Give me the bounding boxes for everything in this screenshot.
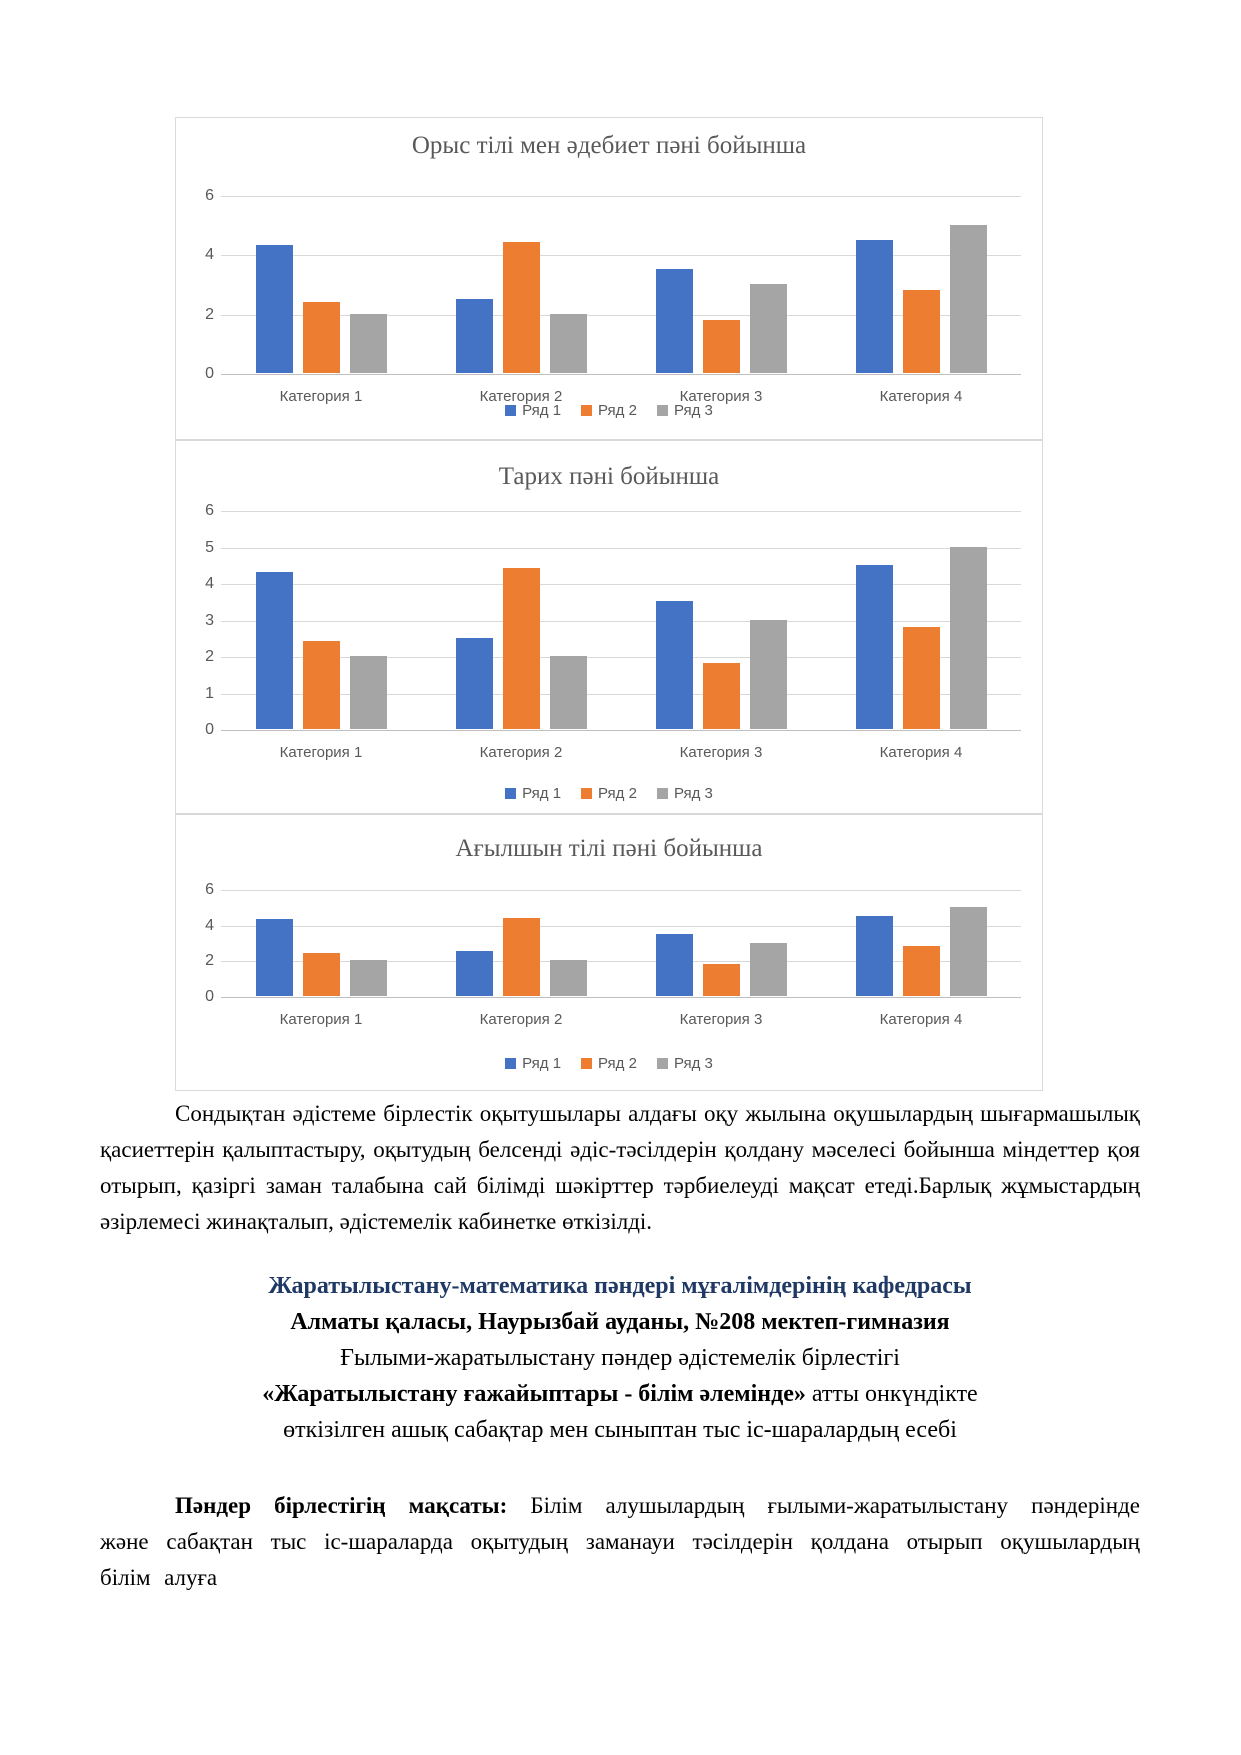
legend-item: [657, 402, 713, 419]
chart-legend: [176, 1055, 1042, 1072]
bar: [350, 314, 387, 373]
gridline: [221, 890, 1021, 891]
x-axis-category-label: Категория 1: [279, 1011, 363, 1028]
chart-russian-language: [175, 117, 1043, 440]
x-axis-category-label: Категория 2: [479, 1011, 563, 1028]
bar: [750, 620, 787, 730]
x-axis-category-label: Категория 3: [679, 1011, 763, 1028]
bar: [856, 240, 893, 374]
bar: [503, 568, 540, 729]
legend-label: Ряд 2: [598, 402, 637, 419]
y-axis-tick-label: 4: [205, 575, 214, 592]
x-axis-category-label: Категория 1: [279, 744, 363, 761]
legend-item: [581, 1055, 637, 1072]
legend-swatch: [505, 405, 516, 416]
legend-swatch: [657, 788, 668, 799]
x-axis-category-label: Категория 4: [879, 744, 963, 761]
goal-label: Пәндер бірлестігің мақсаты:: [175, 1493, 508, 1518]
report-heading-block: [100, 1268, 1140, 1448]
legend-label: Ряд 1: [522, 1055, 562, 1072]
bar: [550, 960, 587, 996]
bar: [750, 284, 787, 373]
heading-association: Ғылыми-жаратылыстану пәндер әдістемелік бірлестігі: [340, 1345, 900, 1371]
heading-event-title-bold: «Жаратылыстану ғажайыптары - білім әлемінде»: [262, 1381, 806, 1407]
legend-swatch: [581, 788, 592, 799]
gridline: [221, 997, 1021, 998]
bar: [856, 916, 893, 996]
legend-item: [581, 402, 637, 419]
y-axis-tick-label: 2: [205, 305, 214, 323]
bar: [750, 943, 787, 997]
y-axis-tick-label: 4: [205, 916, 214, 934]
legend-swatch: [581, 1058, 592, 1069]
legend-swatch: [581, 405, 592, 416]
gridline: [221, 657, 1021, 658]
legend-label: Ряд 3: [673, 785, 713, 802]
bar: [703, 964, 740, 996]
bar: [350, 656, 387, 729]
bar: [950, 907, 987, 996]
y-axis-tick-label: 2: [205, 648, 214, 665]
legend-label: Ряд 3: [673, 402, 713, 419]
chart-history: [175, 440, 1043, 814]
plot-area: [221, 890, 1021, 997]
paragraph-association-goal: [100, 1488, 1140, 1596]
bar: [350, 960, 387, 996]
gridline: [221, 255, 1021, 256]
y-axis-tick-label: 1: [205, 684, 214, 702]
bar: [550, 314, 587, 373]
legend-label: Ряд 2: [598, 785, 637, 802]
y-axis-tick-label: 0: [205, 365, 214, 382]
legend-item: [505, 1055, 561, 1072]
gridline: [221, 511, 1021, 512]
plot-area: [221, 196, 1021, 374]
gridline: [221, 730, 1021, 731]
paragraph-text: Сондықтан әдістеме бірлестік оқытушылары алдағы оқу жылына оқушылардың шығармашылық қасиеттерін қалыптастыру, оқытудың белсенді әдіс-тәсілдерін қолдану мәселесі бойынша міндеттер қоя отырып, қазіргі заман талабына сай білімді шәкірттер тәрбиелеуді мақсат етеді.Барлық жұмыстардың әзірлемесі жинақталып, әдістемелік кабинетке өткізілді.: [100, 1101, 1140, 1234]
heading-school: Алматы қаласы, Наурызбай ауданы, №208 мектеп-гимназия: [290, 1309, 950, 1335]
bar: [256, 245, 293, 373]
y-axis-tick-label: 4: [205, 246, 214, 264]
bar: [703, 663, 740, 729]
x-axis-category-label: Категория 2: [479, 744, 563, 761]
legend-item: [505, 785, 561, 802]
chart-title: Ағылшын тілі пәні бойынша: [455, 835, 763, 862]
y-axis-tick-label: 6: [205, 881, 214, 898]
gridline: [221, 961, 1021, 962]
gridline: [221, 315, 1021, 316]
paragraph-methodical-summary: [100, 1096, 1140, 1240]
chart-legend: [176, 402, 1042, 419]
x-axis-category-label: Категория 3: [679, 744, 763, 761]
gridline: [221, 584, 1021, 585]
legend-swatch: [657, 405, 668, 416]
legend-label: Ряд 3: [673, 1055, 713, 1072]
gridline: [221, 196, 1021, 197]
y-axis-tick-label: 0: [205, 721, 214, 738]
heading-event-title-rest: атты онкүндікте: [805, 1381, 978, 1407]
bar: [256, 572, 293, 729]
x-axis-category-label: Категория 1: [279, 388, 363, 405]
legend-label: Ряд 1: [522, 785, 562, 802]
gridline: [221, 374, 1021, 375]
gridline: [221, 694, 1021, 695]
heading-report-subject: өткізілген ашық сабақтар мен сыныптан тыс іс-шаралардың есебі: [283, 1417, 957, 1443]
bar: [303, 953, 340, 996]
chart-title: Орыс тілі мен әдебиет пәні бойынша: [411, 132, 807, 159]
x-axis-category-label: Категория 3: [679, 388, 763, 405]
legend-item: [581, 785, 637, 802]
legend-label: Ряд 2: [598, 1055, 637, 1072]
y-axis-tick-label: 0: [205, 988, 214, 1005]
bar: [550, 656, 587, 729]
gridline: [221, 548, 1021, 549]
bar: [503, 242, 540, 373]
x-axis-labels: [221, 744, 1021, 764]
bar: [903, 946, 940, 996]
bar: [303, 641, 340, 729]
x-axis-category-label: Категория 4: [879, 388, 963, 405]
y-axis-tick-label: 6: [205, 502, 214, 519]
bar: [456, 299, 493, 373]
bar: [950, 225, 987, 373]
legend-swatch: [505, 1058, 516, 1069]
goal-text: Білім алушылардың ғылыми-жаратылыстану пәндерінде және сабақтан тыс іс-шараларда оқытудың заманауи тәсілдерін қолдана отырып оқушылардың білім алуға: [100, 1493, 1141, 1590]
bar: [456, 638, 493, 729]
bar: [903, 290, 940, 373]
chart-legend: [176, 785, 1042, 802]
bar: [903, 627, 940, 729]
bar: [503, 918, 540, 996]
y-axis-tick-label: 3: [205, 611, 214, 629]
bar: [950, 547, 987, 730]
x-axis-category-label: Категория 2: [479, 388, 563, 405]
legend-item: [505, 402, 561, 419]
legend-swatch: [505, 788, 516, 799]
chart-english-language: [175, 814, 1043, 1091]
bar: [856, 565, 893, 729]
heading-department: Жаратылыстану-математика пәндері мұғалімдерінің кафедрасы: [268, 1273, 972, 1299]
plot-area: [221, 511, 1021, 730]
y-axis-tick-label: 2: [205, 952, 214, 970]
bar: [303, 302, 340, 373]
gridline: [221, 926, 1021, 927]
heading-event-title: [100, 1376, 1140, 1412]
y-axis-tick-label: 5: [205, 538, 214, 556]
bar: [256, 919, 293, 996]
legend-label: Ряд 1: [522, 402, 562, 419]
x-axis-category-label: Категория 4: [879, 1011, 963, 1028]
gridline: [221, 621, 1021, 622]
legend-item: [657, 1055, 713, 1072]
bar: [703, 320, 740, 373]
bar: [656, 269, 693, 373]
bar: [456, 951, 493, 996]
bar: [656, 601, 693, 729]
chart-title: Тарих пәні бойынша: [498, 463, 720, 490]
legend-item: [657, 785, 713, 802]
y-axis-tick-label: 6: [205, 187, 214, 204]
legend-swatch: [657, 1058, 668, 1069]
bar: [656, 934, 693, 996]
x-axis-labels: [221, 1011, 1021, 1031]
